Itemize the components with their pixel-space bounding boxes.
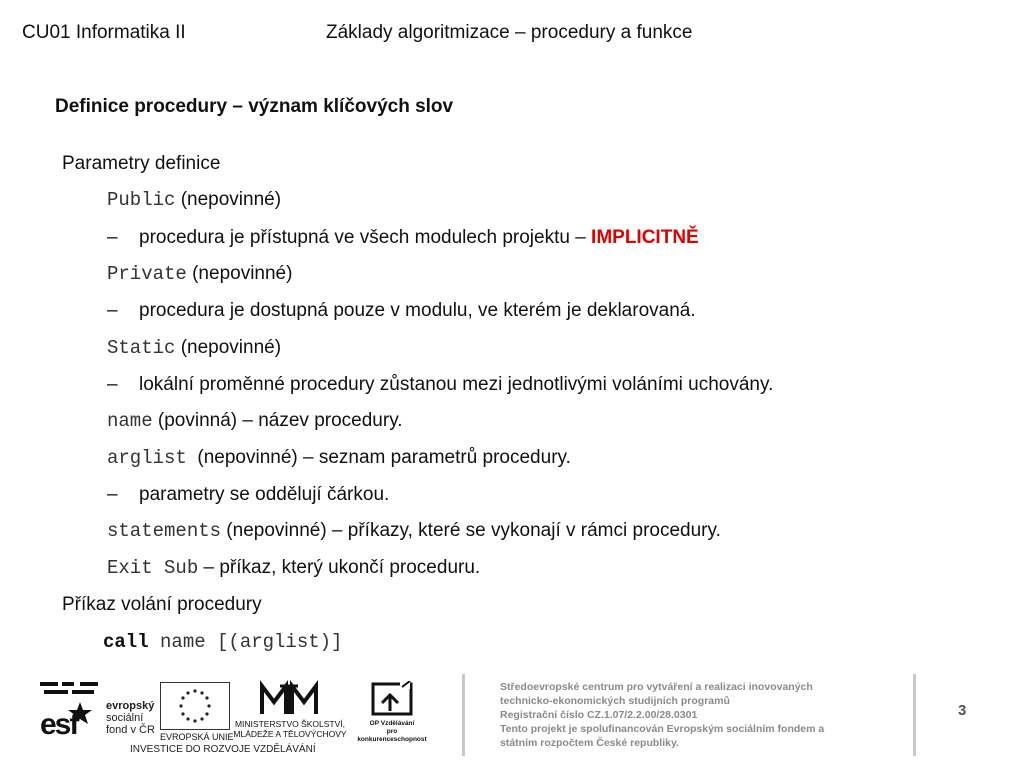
section-title: Definice procedury – význam klíčových slov: [55, 96, 454, 117]
call-keyword: call: [103, 631, 149, 653]
statements-keyword: statements: [107, 520, 222, 542]
implicit-highlight: IMPLICITNĚ: [591, 227, 699, 248]
dash: –: [107, 300, 118, 321]
public-desc: [139, 226, 699, 250]
msmt-logo: [258, 680, 320, 718]
info-line-5: státním rozpočtem České republiky.: [500, 737, 679, 749]
msmt-line-2: MLÁDEŽE A TĚLOVÝCHOVY: [233, 729, 347, 739]
esf-line-3: fond v ČR: [106, 724, 155, 736]
static-desc: lokální proměnné procedury zůstanou mezi jednotlivými voláními uchovány.: [139, 374, 774, 395]
op-line-2: pro konkurenceschopnost: [357, 728, 427, 743]
statements-note: (nepovinné) – příkazy, které se vykonají v rámci procedury.: [221, 520, 721, 541]
esf-line-1: evropský: [106, 700, 155, 712]
dash: –: [107, 227, 118, 248]
eu-label: EVROPSKÁ UNIE: [160, 732, 234, 742]
name-keyword: name: [107, 410, 153, 432]
msmt-logo-graphic: [258, 680, 320, 718]
static-line: [107, 336, 281, 360]
msmt-text: [232, 719, 348, 739]
msmt-line-1: MINISTERSTVO ŠKOLSTVÍ,: [234, 719, 346, 729]
private-line: [107, 262, 292, 286]
heading-call: Příkaz volání procedury: [62, 594, 262, 615]
course-label: CU01 Informatika II: [22, 22, 186, 43]
statements-line: [107, 519, 721, 543]
static-note: (nepovinné): [175, 337, 282, 358]
exit-sub-line: [107, 556, 480, 580]
name-note: (povinná) – název procedury.: [152, 410, 403, 431]
info-line-4: Tento projekt je spolufinancován Evropským sociálním fondem a: [500, 723, 825, 735]
op-logo-graphic: [370, 681, 414, 717]
info-line-3: Registrační číslo CZ.1.07/2.2.00/28.0301: [500, 709, 698, 721]
esf-line-2: sociální: [106, 712, 144, 724]
info-line-1: Středoevropské centrum pro vytváření a realizaci inovovaných: [500, 681, 813, 693]
arglist-keyword: arglist: [107, 447, 187, 469]
dash: –: [107, 484, 118, 505]
investice-label: INVESTICE DO ROZVOJE VZDĚLÁVÁNÍ: [130, 744, 316, 755]
exit-sub-note: – příkaz, který ukončí proceduru.: [198, 557, 481, 578]
footer-info: [500, 680, 824, 750]
esf-text: [106, 700, 155, 736]
exit-sub-keyword: Exit Sub: [107, 557, 199, 579]
private-note: (nepovinné): [186, 263, 293, 284]
public-desc-line: [107, 226, 118, 250]
arglist-note: (nepovinné) – seznam parametrů procedury.: [186, 447, 571, 468]
private-desc: procedura je dostupná pouze v modulu, ve kterém je deklarovaná.: [139, 300, 696, 321]
info-line-2: technicko-ekonomických studijních programů: [500, 695, 730, 707]
dash: –: [107, 374, 118, 395]
op-logo: [370, 681, 414, 717]
name-line: [107, 409, 403, 433]
arglist-line: [107, 446, 571, 470]
public-desc-text: procedura je přístupná ve všech modulech projektu –: [139, 227, 592, 248]
public-line: [107, 188, 281, 212]
footer-divider-left: [462, 674, 465, 756]
op-text: [352, 720, 432, 744]
esf-logo: [40, 680, 102, 741]
public-keyword: Public: [107, 189, 176, 211]
eu-flag: [160, 682, 230, 730]
arglist-desc: parametry se oddělují čárkou.: [139, 484, 390, 505]
static-keyword: Static: [107, 337, 176, 359]
slide-header-title: Základy algoritmizace – procedury a funkce: [326, 22, 693, 43]
eu-stars-icon: [161, 683, 229, 729]
footer-divider-right: [913, 674, 916, 756]
private-keyword: Private: [107, 263, 187, 285]
call-syntax: [103, 630, 342, 654]
heading-parameters: Parametry definice: [62, 153, 221, 174]
public-note: (nepovinné): [175, 189, 282, 210]
call-rest: name [(arglist)]: [148, 631, 343, 653]
op-line-1: OP Vzdělávání: [369, 720, 415, 727]
page-number: 3: [958, 702, 967, 719]
esf-label: esf: [40, 708, 78, 741]
